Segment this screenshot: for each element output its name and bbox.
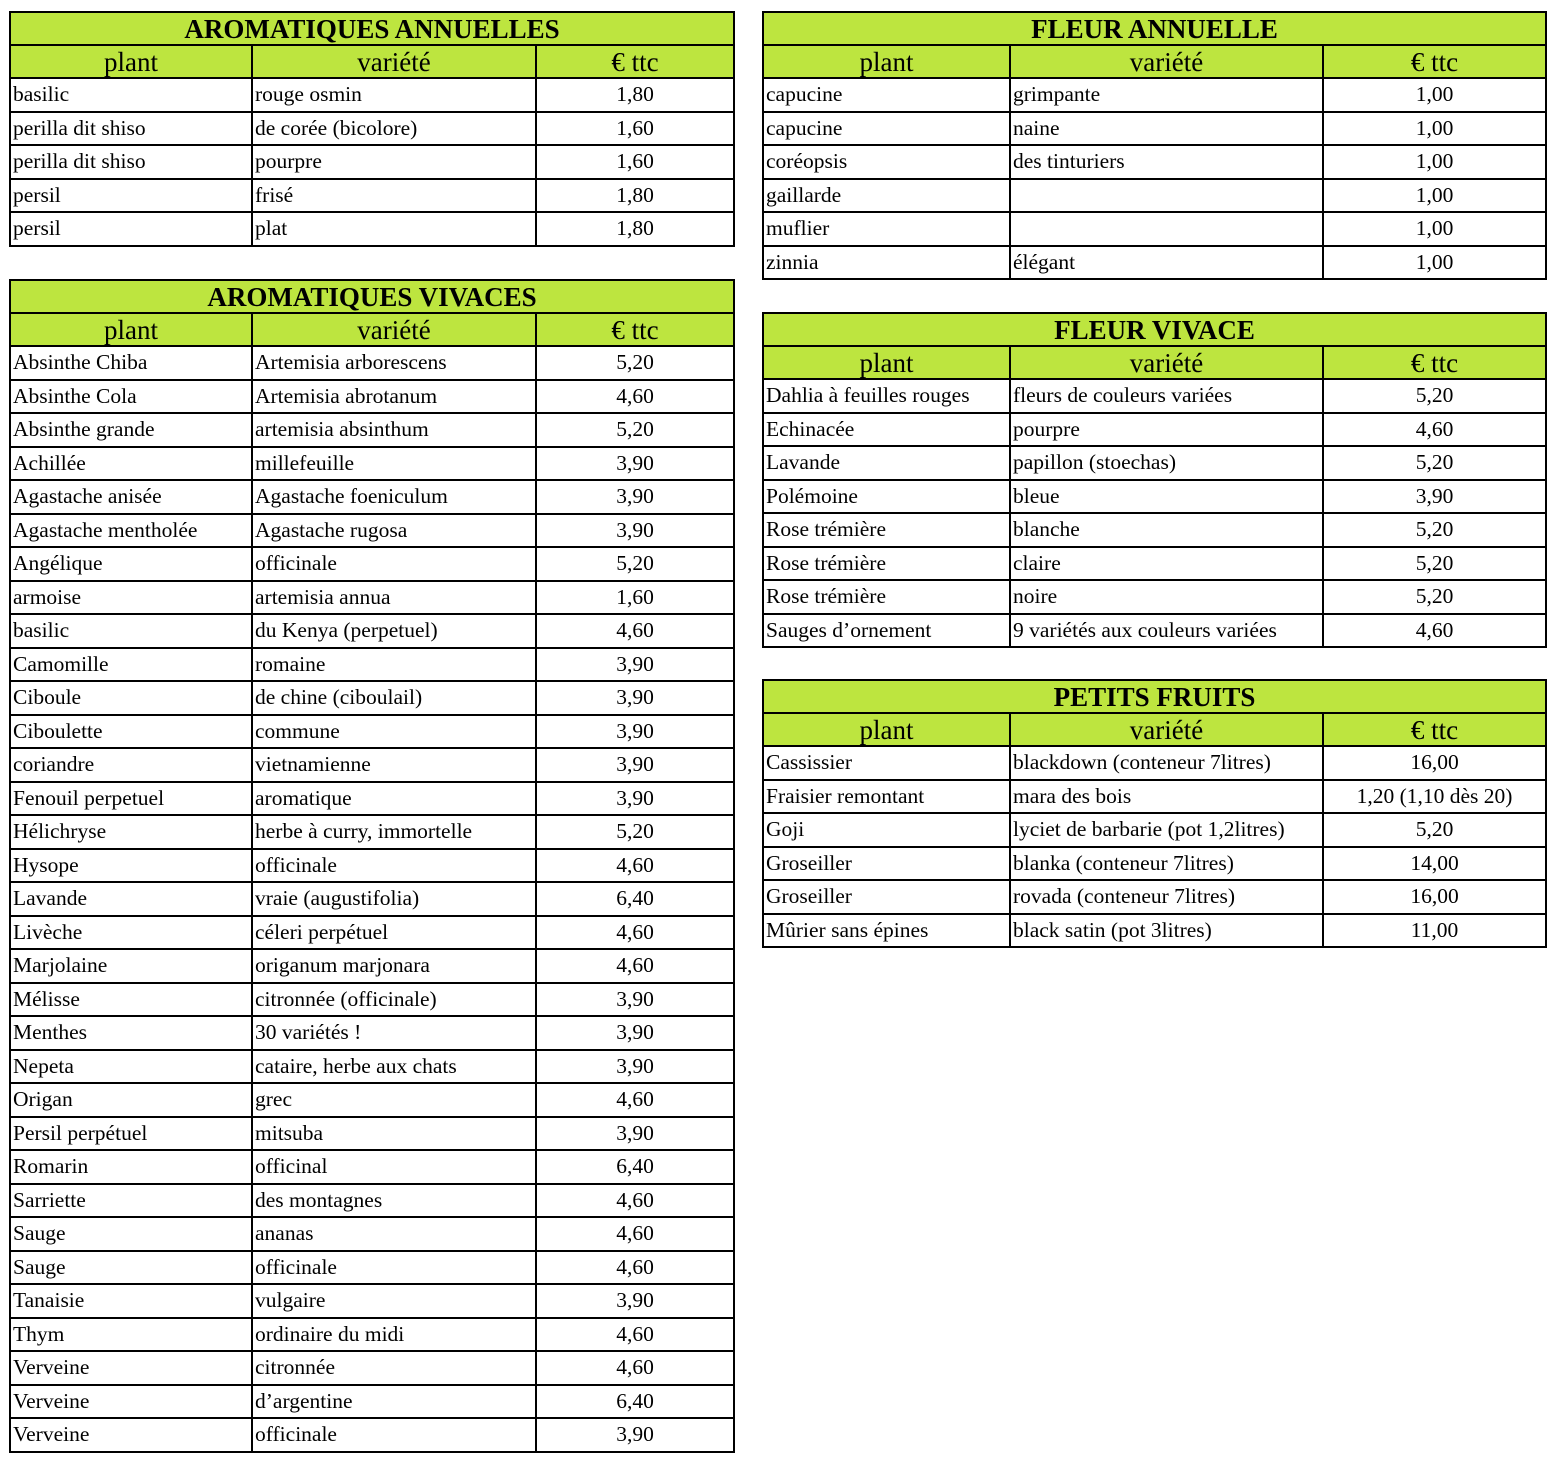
column-header-variete: variété bbox=[252, 313, 536, 346]
cell-variete: blanka (conteneur 7litres) bbox=[1010, 847, 1323, 881]
cell-price: 6,40 bbox=[536, 1150, 734, 1184]
table-fleur-vivace bbox=[762, 312, 1547, 648]
cell-plant: Achillée bbox=[10, 447, 252, 481]
table-row bbox=[10, 1251, 734, 1285]
cell-price: 1,60 bbox=[536, 112, 734, 146]
cell-price: 1,80 bbox=[536, 78, 734, 112]
cell-variete bbox=[1010, 212, 1323, 246]
table-row bbox=[763, 78, 1546, 112]
cell-variete: commune bbox=[252, 715, 536, 749]
table-row bbox=[763, 145, 1546, 179]
table-row bbox=[10, 1284, 734, 1318]
cell-price: 14,00 bbox=[1323, 847, 1546, 881]
cell-variete: officinale bbox=[252, 849, 536, 883]
cell-plant: Sauges d’ornement bbox=[763, 614, 1010, 648]
table-row bbox=[10, 1318, 734, 1352]
table-row bbox=[10, 547, 734, 581]
cell-price: 5,20 bbox=[1323, 513, 1546, 547]
cell-plant: Rose trémière bbox=[763, 580, 1010, 614]
cell-variete: noire bbox=[1010, 580, 1323, 614]
cell-variete: naine bbox=[1010, 112, 1323, 146]
cell-price: 3,90 bbox=[536, 715, 734, 749]
table-row bbox=[10, 447, 734, 481]
cell-variete: plat bbox=[252, 212, 536, 246]
cell-plant: gaillarde bbox=[763, 179, 1010, 213]
cell-price: 4,60 bbox=[536, 380, 734, 414]
cell-plant: coréopsis bbox=[763, 145, 1010, 179]
cell-variete: aromatique bbox=[252, 782, 536, 816]
cell-price: 1,80 bbox=[536, 212, 734, 246]
cell-price: 3,90 bbox=[536, 1050, 734, 1084]
cell-price: 1,60 bbox=[536, 581, 734, 615]
cell-price: 1,00 bbox=[1323, 179, 1546, 213]
table-row bbox=[763, 914, 1546, 948]
cell-price: 4,60 bbox=[536, 916, 734, 950]
cell-plant: Cassissier bbox=[763, 746, 1010, 780]
cell-variete: ananas bbox=[252, 1217, 536, 1251]
table-row bbox=[10, 1117, 734, 1151]
table-row bbox=[763, 446, 1546, 480]
table-row bbox=[10, 1150, 734, 1184]
table-row bbox=[763, 480, 1546, 514]
table-row bbox=[10, 346, 734, 380]
table-row bbox=[763, 112, 1546, 146]
cell-price: 3,90 bbox=[536, 480, 734, 514]
cell-price: 4,60 bbox=[1323, 413, 1546, 447]
cell-price: 4,60 bbox=[536, 1318, 734, 1352]
cell-plant: Origan bbox=[10, 1083, 252, 1117]
column-header-plant: plant bbox=[763, 346, 1010, 379]
cell-plant: Hélichryse bbox=[10, 815, 252, 849]
cell-variete: officinale bbox=[252, 547, 536, 581]
cell-plant: capucine bbox=[763, 78, 1010, 112]
cell-plant: persil bbox=[10, 212, 252, 246]
cell-plant: Persil perpétuel bbox=[10, 1117, 252, 1151]
table-row bbox=[763, 746, 1546, 780]
table-row bbox=[10, 614, 734, 648]
cell-variete: frisé bbox=[252, 179, 536, 213]
cell-plant: Nepeta bbox=[10, 1050, 252, 1084]
cell-variete bbox=[1010, 179, 1323, 213]
cell-price: 3,90 bbox=[536, 1016, 734, 1050]
table-row bbox=[763, 212, 1546, 246]
cell-variete: 9 variétés aux couleurs variées bbox=[1010, 614, 1323, 648]
cell-price: 5,20 bbox=[536, 547, 734, 581]
table-row bbox=[10, 514, 734, 548]
cell-price: 16,00 bbox=[1323, 880, 1546, 914]
table-row bbox=[10, 78, 734, 112]
table-row bbox=[10, 1385, 734, 1419]
cell-price: 3,90 bbox=[536, 648, 734, 682]
table-row bbox=[10, 581, 734, 615]
table-row bbox=[763, 780, 1546, 814]
table-row bbox=[10, 983, 734, 1017]
table-row bbox=[10, 782, 734, 816]
table-title: FLEUR VIVACE bbox=[763, 313, 1546, 346]
cell-price: 1,80 bbox=[536, 179, 734, 213]
cell-variete: artemisia annua bbox=[252, 581, 536, 615]
cell-plant: Sarriette bbox=[10, 1184, 252, 1218]
table-row bbox=[763, 580, 1546, 614]
cell-price: 4,60 bbox=[536, 1184, 734, 1218]
cell-variete: Agastache rugosa bbox=[252, 514, 536, 548]
cell-plant: Verveine bbox=[10, 1351, 252, 1385]
cell-plant: Mélisse bbox=[10, 983, 252, 1017]
table-title: AROMATIQUES VIVACES bbox=[10, 280, 734, 313]
column-header-variete: variété bbox=[1010, 346, 1323, 379]
cell-variete: grec bbox=[252, 1083, 536, 1117]
cell-price: 3,90 bbox=[536, 983, 734, 1017]
cell-plant: Rose trémière bbox=[763, 547, 1010, 581]
cell-plant: Absinthe Cola bbox=[10, 380, 252, 414]
cell-price: 4,60 bbox=[536, 1083, 734, 1117]
cell-price: 3,90 bbox=[536, 514, 734, 548]
table-row bbox=[763, 880, 1546, 914]
cell-plant: Agastache mentholée bbox=[10, 514, 252, 548]
cell-plant: persil bbox=[10, 179, 252, 213]
table-row bbox=[10, 1184, 734, 1218]
column-header-plant: plant bbox=[10, 313, 252, 346]
table-row bbox=[10, 1050, 734, 1084]
cell-price: 3,90 bbox=[536, 1418, 734, 1452]
cell-plant: Sauge bbox=[10, 1251, 252, 1285]
cell-price: 4,60 bbox=[536, 614, 734, 648]
column-header-price: € ttc bbox=[536, 313, 734, 346]
cell-plant: muflier bbox=[763, 212, 1010, 246]
table-row bbox=[763, 813, 1546, 847]
table-row bbox=[10, 882, 734, 916]
table-row bbox=[10, 815, 734, 849]
cell-price: 1,60 bbox=[536, 145, 734, 179]
cell-plant: basilic bbox=[10, 614, 252, 648]
cell-variete: origanum marjonara bbox=[252, 949, 536, 983]
cell-plant: Groseiller bbox=[763, 880, 1010, 914]
table-row bbox=[10, 1217, 734, 1251]
cell-price: 4,60 bbox=[536, 1251, 734, 1285]
cell-variete: artemisia absinthum bbox=[252, 413, 536, 447]
cell-price: 16,00 bbox=[1323, 746, 1546, 780]
cell-variete: millefeuille bbox=[252, 447, 536, 481]
table-row bbox=[10, 648, 734, 682]
cell-plant: Sauge bbox=[10, 1217, 252, 1251]
cell-price: 5,20 bbox=[1323, 379, 1546, 413]
cell-plant: Fenouil perpetuel bbox=[10, 782, 252, 816]
cell-price: 4,60 bbox=[536, 849, 734, 883]
column-header-plant: plant bbox=[763, 713, 1010, 746]
cell-plant: Tanaisie bbox=[10, 1284, 252, 1318]
cell-variete: cataire, herbe aux chats bbox=[252, 1050, 536, 1084]
cell-variete: fleurs de couleurs variées bbox=[1010, 379, 1323, 413]
cell-price: 3,90 bbox=[536, 447, 734, 481]
cell-variete: citronnée (officinale) bbox=[252, 983, 536, 1017]
cell-price: 3,90 bbox=[536, 782, 734, 816]
cell-plant: perilla dit shiso bbox=[10, 145, 252, 179]
table-row bbox=[763, 413, 1546, 447]
cell-plant: Absinthe Chiba bbox=[10, 346, 252, 380]
cell-plant: Lavande bbox=[10, 882, 252, 916]
column-header-price: € ttc bbox=[536, 45, 734, 78]
cell-plant: Dahlia à feuilles rouges bbox=[763, 379, 1010, 413]
cell-price: 4,60 bbox=[1323, 614, 1546, 648]
cell-variete: de chine (ciboulail) bbox=[252, 681, 536, 715]
cell-variete: officinale bbox=[252, 1418, 536, 1452]
cell-price: 1,00 bbox=[1323, 145, 1546, 179]
cell-variete: céleri perpétuel bbox=[252, 916, 536, 950]
cell-plant: Absinthe grande bbox=[10, 413, 252, 447]
cell-plant: Ciboulette bbox=[10, 715, 252, 749]
cell-price: 1,00 bbox=[1323, 212, 1546, 246]
table-row bbox=[10, 1351, 734, 1385]
table-row bbox=[10, 916, 734, 950]
cell-variete: claire bbox=[1010, 547, 1323, 581]
cell-variete: bleue bbox=[1010, 480, 1323, 514]
table-row bbox=[10, 715, 734, 749]
table-row bbox=[10, 112, 734, 146]
table-row bbox=[763, 513, 1546, 547]
column-header-variete: variété bbox=[252, 45, 536, 78]
table-row bbox=[763, 847, 1546, 881]
table-petits-fruits bbox=[762, 679, 1547, 948]
table-row bbox=[10, 179, 734, 213]
table-row bbox=[763, 179, 1546, 213]
table-title: AROMATIQUES ANNUELLES bbox=[10, 12, 734, 45]
column-header-price: € ttc bbox=[1323, 45, 1546, 78]
cell-plant: coriandre bbox=[10, 748, 252, 782]
cell-price: 5,20 bbox=[536, 413, 734, 447]
cell-plant: Camomille bbox=[10, 648, 252, 682]
cell-variete: vraie (augustifolia) bbox=[252, 882, 536, 916]
cell-plant: basilic bbox=[10, 78, 252, 112]
cell-plant: Goji bbox=[763, 813, 1010, 847]
table-row bbox=[10, 145, 734, 179]
cell-plant: Mûrier sans épines bbox=[763, 914, 1010, 948]
column-header-plant: plant bbox=[10, 45, 252, 78]
cell-variete: rouge osmin bbox=[252, 78, 536, 112]
cell-variete: officinal bbox=[252, 1150, 536, 1184]
cell-plant: Groseiller bbox=[763, 847, 1010, 881]
table-row bbox=[763, 614, 1546, 648]
cell-price: 3,90 bbox=[536, 748, 734, 782]
cell-plant: Hysope bbox=[10, 849, 252, 883]
cell-plant: Ciboule bbox=[10, 681, 252, 715]
cell-variete: ordinaire du midi bbox=[252, 1318, 536, 1352]
cell-plant: Romarin bbox=[10, 1150, 252, 1184]
cell-plant: Polémoine bbox=[763, 480, 1010, 514]
cell-variete: pourpre bbox=[252, 145, 536, 179]
column-header-plant: plant bbox=[763, 45, 1010, 78]
cell-plant: armoise bbox=[10, 581, 252, 615]
cell-plant: Lavande bbox=[763, 446, 1010, 480]
column-header-variete: variété bbox=[1010, 713, 1323, 746]
cell-variete: citronnée bbox=[252, 1351, 536, 1385]
cell-price: 3,90 bbox=[536, 1284, 734, 1318]
cell-plant: Echinacée bbox=[763, 413, 1010, 447]
cell-price: 5,20 bbox=[1323, 446, 1546, 480]
cell-variete: mara des bois bbox=[1010, 780, 1323, 814]
cell-variete: du Kenya (perpetuel) bbox=[252, 614, 536, 648]
table-title: FLEUR ANNUELLE bbox=[763, 12, 1546, 45]
cell-price: 1,00 bbox=[1323, 246, 1546, 280]
cell-price: 5,20 bbox=[1323, 813, 1546, 847]
cell-variete: black satin (pot 3litres) bbox=[1010, 914, 1323, 948]
table-row bbox=[10, 681, 734, 715]
cell-variete: papillon (stoechas) bbox=[1010, 446, 1323, 480]
cell-price: 3,90 bbox=[536, 1117, 734, 1151]
cell-variete: Artemisia arborescens bbox=[252, 346, 536, 380]
cell-plant: Angélique bbox=[10, 547, 252, 581]
table-title: PETITS FRUITS bbox=[763, 680, 1546, 713]
cell-price: 5,20 bbox=[1323, 547, 1546, 581]
table-row bbox=[10, 413, 734, 447]
cell-price: 6,40 bbox=[536, 1385, 734, 1419]
table-row bbox=[763, 379, 1546, 413]
cell-variete: élégant bbox=[1010, 246, 1323, 280]
cell-variete: vietnamienne bbox=[252, 748, 536, 782]
cell-plant: Marjolaine bbox=[10, 949, 252, 983]
cell-price: 11,00 bbox=[1323, 914, 1546, 948]
table-row bbox=[763, 246, 1546, 280]
table-row bbox=[763, 547, 1546, 581]
cell-price: 3,90 bbox=[1323, 480, 1546, 514]
cell-variete: blanche bbox=[1010, 513, 1323, 547]
cell-plant: capucine bbox=[763, 112, 1010, 146]
cell-plant: perilla dit shiso bbox=[10, 112, 252, 146]
cell-variete: officinale bbox=[252, 1251, 536, 1285]
cell-plant: Verveine bbox=[10, 1385, 252, 1419]
table-row bbox=[10, 380, 734, 414]
cell-plant: Agastache anisée bbox=[10, 480, 252, 514]
cell-price: 4,60 bbox=[536, 1351, 734, 1385]
table-row bbox=[10, 1016, 734, 1050]
table-aromatiques-vivaces bbox=[9, 279, 735, 1453]
cell-plant: Thym bbox=[10, 1318, 252, 1352]
cell-variete: Artemisia abrotanum bbox=[252, 380, 536, 414]
table-row bbox=[10, 949, 734, 983]
cell-variete: des montagnes bbox=[252, 1184, 536, 1218]
cell-price: 4,60 bbox=[536, 949, 734, 983]
column-header-price: € ttc bbox=[1323, 713, 1546, 746]
cell-variete: mitsuba bbox=[252, 1117, 536, 1151]
cell-price: 5,20 bbox=[536, 346, 734, 380]
table-row bbox=[10, 1083, 734, 1117]
cell-plant: Rose trémière bbox=[763, 513, 1010, 547]
cell-variete: grimpante bbox=[1010, 78, 1323, 112]
cell-price: 6,40 bbox=[536, 882, 734, 916]
cell-variete: romaine bbox=[252, 648, 536, 682]
cell-variete: lyciet de barbarie (pot 1,2litres) bbox=[1010, 813, 1323, 847]
cell-price: 3,90 bbox=[536, 681, 734, 715]
cell-price: 1,20 (1,10 dès 20) bbox=[1323, 780, 1546, 814]
table-row bbox=[10, 1418, 734, 1452]
table-row bbox=[10, 480, 734, 514]
cell-plant: Verveine bbox=[10, 1418, 252, 1452]
cell-price: 4,60 bbox=[536, 1217, 734, 1251]
cell-plant: Menthes bbox=[10, 1016, 252, 1050]
cell-variete: 30 variétés ! bbox=[252, 1016, 536, 1050]
table-row bbox=[10, 748, 734, 782]
cell-variete: d’argentine bbox=[252, 1385, 536, 1419]
cell-variete: pourpre bbox=[1010, 413, 1323, 447]
cell-plant: Livèche bbox=[10, 916, 252, 950]
cell-price: 5,20 bbox=[1323, 580, 1546, 614]
cell-variete: Agastache foeniculum bbox=[252, 480, 536, 514]
cell-plant: zinnia bbox=[763, 246, 1010, 280]
column-header-variete: variété bbox=[1010, 45, 1323, 78]
cell-price: 1,00 bbox=[1323, 112, 1546, 146]
cell-variete: vulgaire bbox=[252, 1284, 536, 1318]
table-aromatiques-annuelles bbox=[9, 11, 735, 247]
cell-variete: de corée (bicolore) bbox=[252, 112, 536, 146]
cell-price: 5,20 bbox=[536, 815, 734, 849]
cell-variete: blackdown (conteneur 7litres) bbox=[1010, 746, 1323, 780]
table-fleur-annuelle bbox=[762, 11, 1547, 280]
cell-variete: rovada (conteneur 7litres) bbox=[1010, 880, 1323, 914]
table-row bbox=[10, 849, 734, 883]
cell-variete: des tinturiers bbox=[1010, 145, 1323, 179]
cell-price: 1,00 bbox=[1323, 78, 1546, 112]
cell-plant: Fraisier remontant bbox=[763, 780, 1010, 814]
cell-variete: herbe à curry, immortelle bbox=[252, 815, 536, 849]
table-row bbox=[10, 212, 734, 246]
column-header-price: € ttc bbox=[1323, 346, 1546, 379]
